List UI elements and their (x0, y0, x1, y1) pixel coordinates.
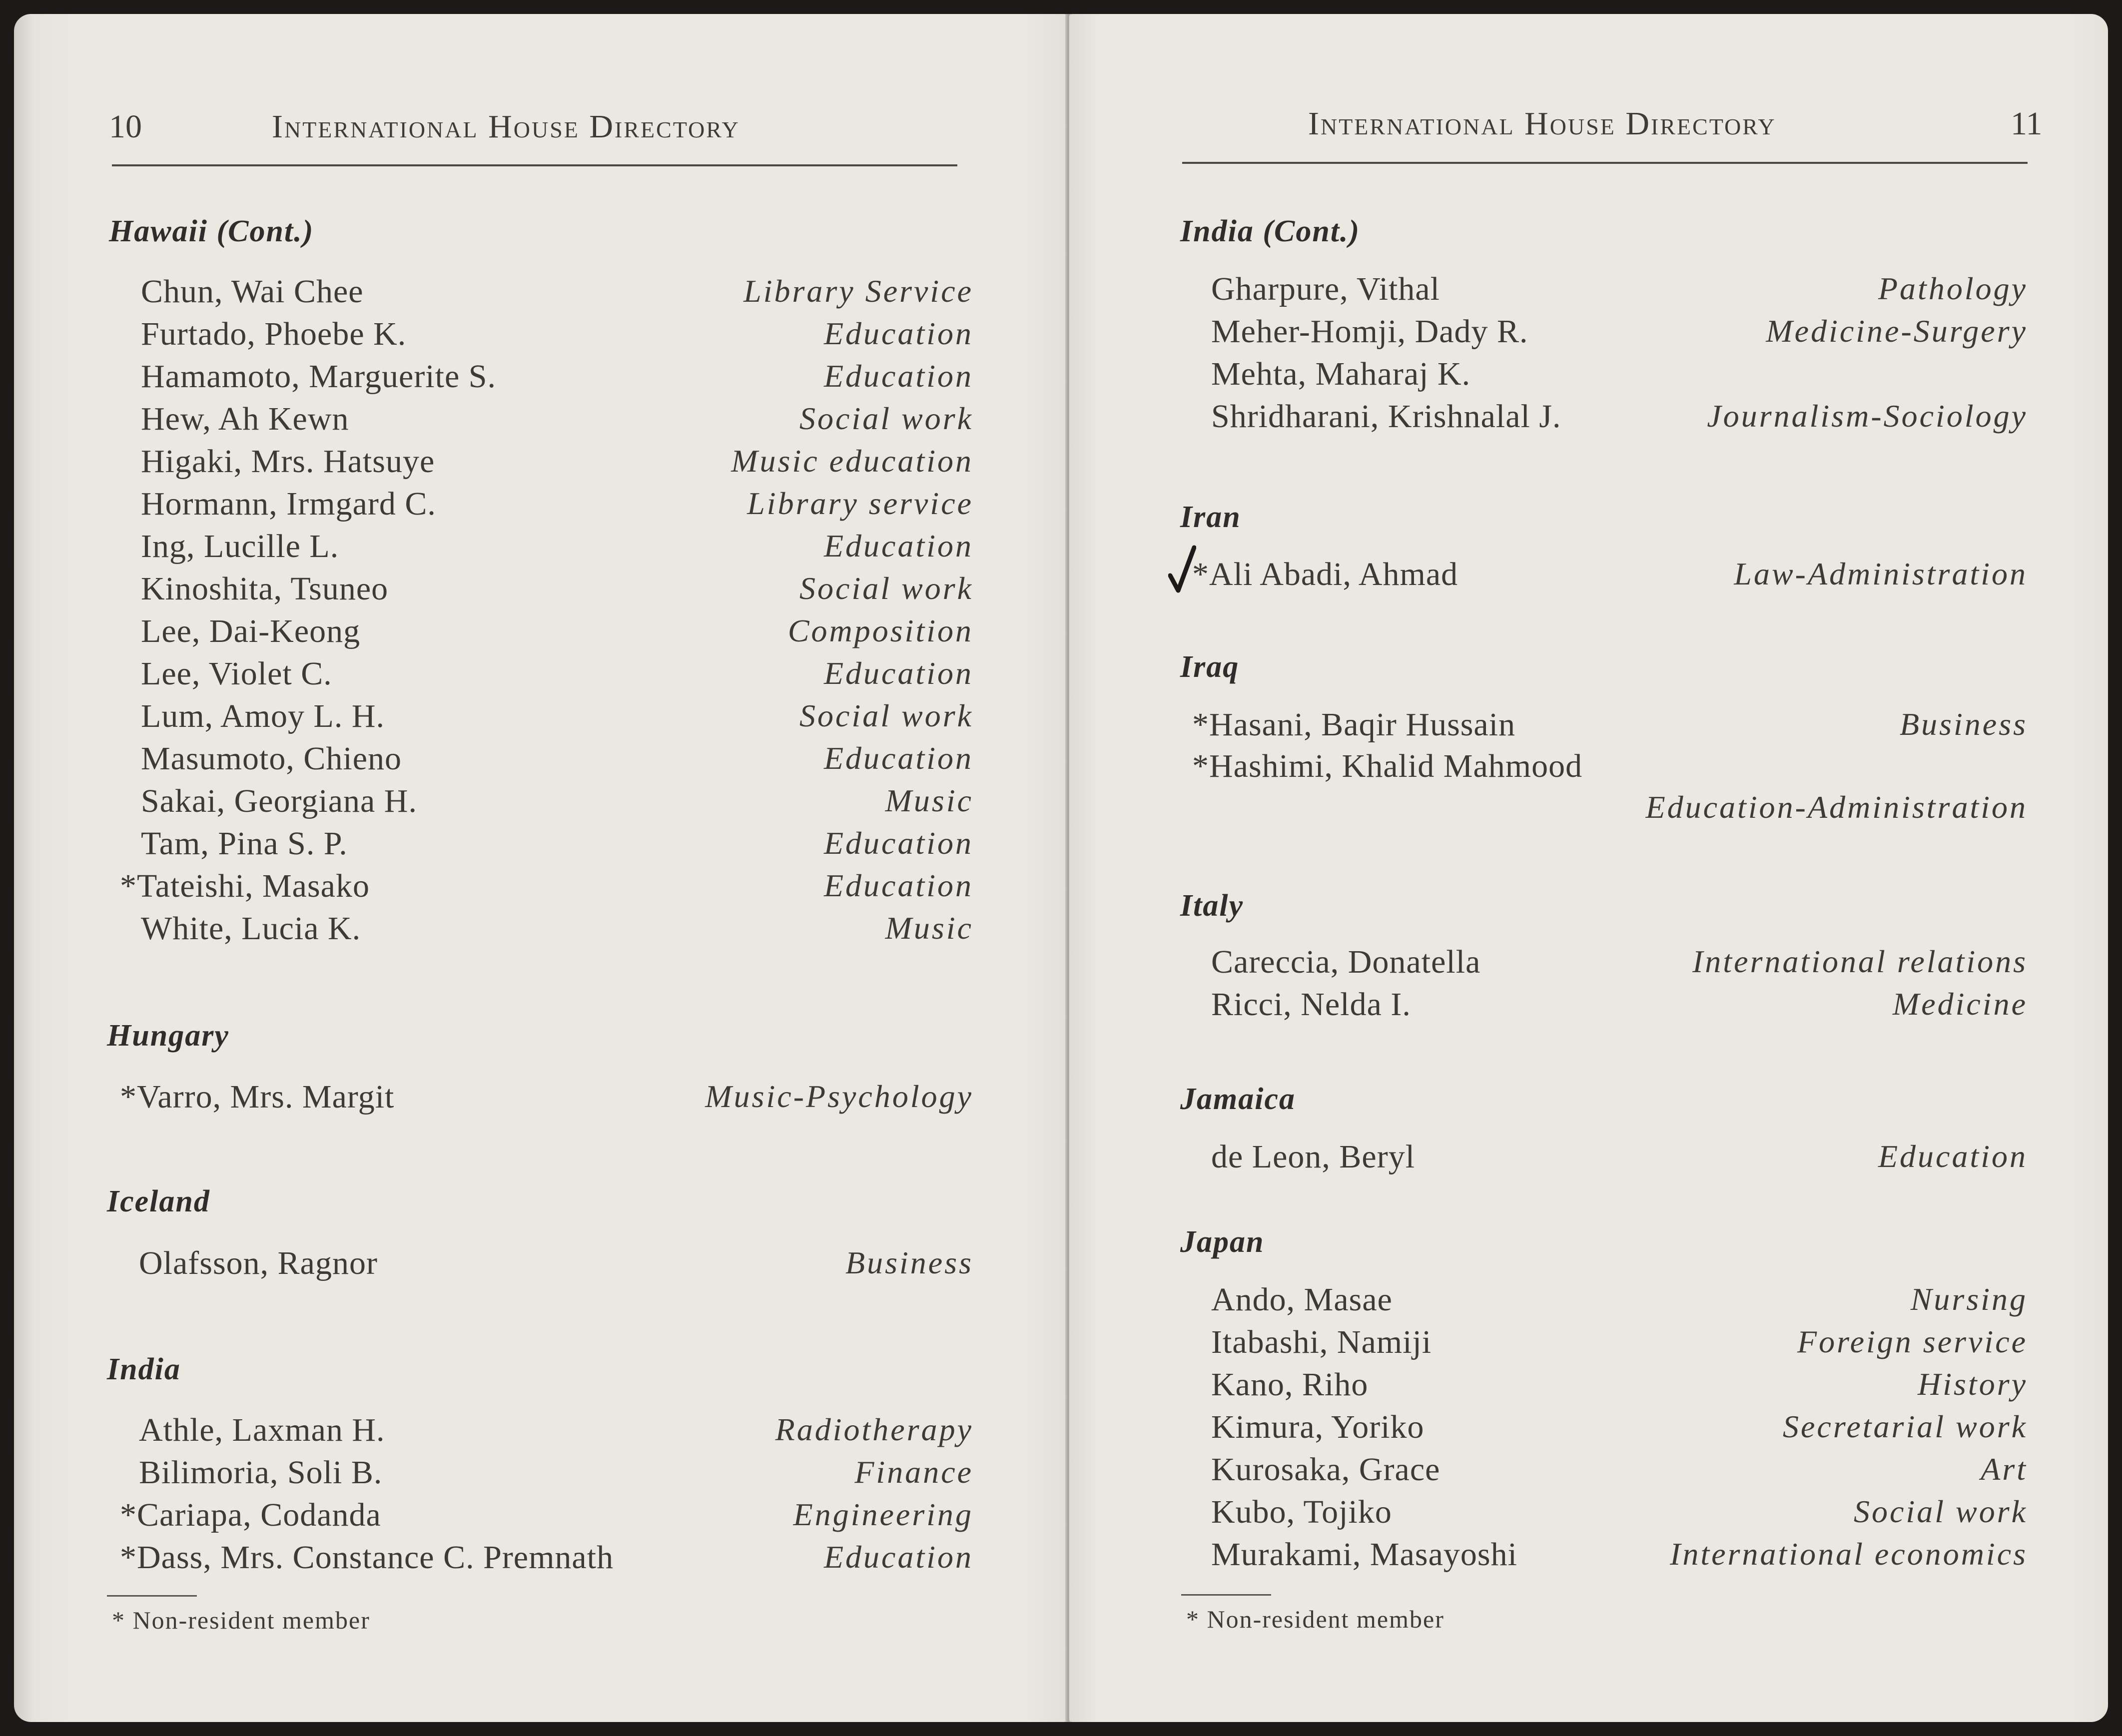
member-field: Education (823, 528, 973, 564)
section-heading: India (107, 1352, 181, 1386)
page-number: 11 (2011, 105, 2043, 142)
member-name: Murakami, Masayoshi (1211, 1536, 1517, 1573)
member-name: Kurosaka, Grace (1211, 1451, 1440, 1488)
member-name: *Hasani, Baqir Hussain (1192, 706, 1516, 743)
member-field: Composition (787, 613, 973, 648)
list-item (139, 1411, 973, 1453)
member-field: Education (823, 316, 973, 351)
list-item (1211, 1536, 2028, 1578)
member-name: Itabashi, Namiji (1211, 1324, 1432, 1360)
member-name: Shridharani, Krishnalal J. (1211, 398, 1561, 435)
member-field: Education (823, 740, 973, 776)
section-heading: Iran (1180, 500, 1241, 534)
section-heading: Italy (1180, 889, 1244, 923)
running-header: International House Directory (1308, 105, 1776, 142)
list-item (141, 485, 973, 527)
list-item (139, 1244, 973, 1286)
section-heading: Jamaica (1180, 1082, 1296, 1116)
member-field: Radiotherapy (775, 1412, 973, 1447)
list-item (141, 443, 973, 485)
list-item (1211, 270, 2028, 312)
member-field: History (1918, 1366, 2028, 1402)
list-item (120, 867, 973, 909)
footnote: * Non-resident member (112, 1606, 370, 1634)
member-field: Education (823, 358, 973, 394)
list-item (141, 740, 973, 782)
member-field: Business (845, 1245, 973, 1280)
member-field: Education (823, 825, 973, 861)
header-rule (1182, 162, 2028, 164)
member-field: Medicine (1892, 986, 2028, 1022)
footnote-rule (1181, 1594, 1271, 1596)
member-name: Lum, Amoy L. H. (141, 698, 385, 734)
member-name: *Tateishi, Masako (120, 868, 370, 904)
member-name: Tam, Pina S. P. (141, 825, 348, 862)
member-field: Business (1900, 706, 2028, 742)
member-field: International relations (1692, 944, 2028, 979)
member-name: Chun, Wai Chee (141, 273, 364, 310)
section-heading: Hungary (107, 1019, 229, 1053)
member-field: Education (823, 1539, 973, 1575)
list-item (1211, 1408, 2028, 1450)
section-heading: Japan (1180, 1225, 1265, 1259)
member-name: Ando, Masae (1211, 1281, 1393, 1318)
member-field: Journalism-Sociology (1707, 398, 2028, 434)
section-heading: Iraq (1180, 650, 1240, 684)
book-spread (14, 14, 2108, 1722)
list-item (1211, 355, 2028, 397)
member-name: Ricci, Nelda I. (1211, 986, 1411, 1023)
member-name: Higaki, Mrs. Hatsuye (141, 443, 435, 480)
list-item (1211, 398, 2028, 440)
section-heading: India (Cont.) (1180, 214, 1361, 248)
list-item (1211, 1281, 2028, 1323)
member-field: Music education (731, 443, 973, 479)
member-field: Engineering (793, 1497, 973, 1532)
list-item (141, 612, 973, 654)
member-field: Law-Administration (1734, 556, 2028, 591)
member-name: Athle, Laxman H. (139, 1412, 385, 1448)
list-item (1211, 1366, 2028, 1408)
list-item (139, 1454, 973, 1496)
header-rule (112, 164, 957, 166)
footnote: * Non-resident member (1186, 1605, 1444, 1633)
list-item (1211, 943, 2028, 985)
list-item (141, 570, 973, 612)
member-field: Music-Psychology (705, 1079, 973, 1114)
member-name: Lee, Dai-Keong (141, 613, 361, 649)
list-item (141, 315, 973, 357)
list-item (141, 528, 973, 570)
member-name: *Dass, Mrs. Constance C. Premnath (120, 1539, 614, 1576)
list-item (141, 655, 973, 697)
member-field: International economics (1670, 1536, 2028, 1572)
member-name: Lee, Violet C. (141, 655, 332, 692)
member-field: Social work (799, 698, 973, 733)
list-item (120, 1496, 973, 1538)
member-field: Education-Administration (1645, 789, 2028, 825)
list-item (1192, 556, 2028, 597)
member-name: White, Lucia K. (141, 910, 361, 947)
list-item (1211, 1323, 2028, 1365)
footnote-rule (107, 1595, 197, 1597)
member-name: Hormann, Irmgard C. (141, 486, 436, 522)
member-name: *Ali Abadi, Ahmad (1192, 556, 1458, 592)
list-item (1211, 1138, 2028, 1180)
member-name: de Leon, Beryl (1211, 1139, 1415, 1175)
list-item (120, 1078, 973, 1120)
member-field: Medicine-Surgery (1766, 313, 2028, 349)
list-item (141, 910, 973, 952)
list-item (141, 400, 973, 442)
member-name: Olafsson, Ragnor (139, 1245, 378, 1281)
member-field: Secretarial work (1783, 1409, 2028, 1444)
member-field: Education (1878, 1139, 2028, 1174)
list-item (141, 273, 973, 315)
member-field: Education (823, 655, 973, 691)
member-name: *Cariapa, Codanda (120, 1497, 381, 1533)
list-item (1192, 789, 2028, 831)
section-heading: Hawaii (Cont.) (109, 214, 314, 248)
member-name: Ing, Lucille L. (141, 528, 339, 565)
member-field: Finance (854, 1454, 973, 1490)
member-name: Kubo, Tojiko (1211, 1494, 1392, 1530)
member-field: Social work (799, 401, 973, 436)
list-item (141, 825, 973, 867)
list-item (141, 697, 973, 739)
list-item (1211, 313, 2028, 355)
member-name: Kano, Riho (1211, 1366, 1369, 1403)
member-field: Education (823, 868, 973, 903)
member-name: Meher-Homji, Dady R. (1211, 313, 1528, 350)
left-page (14, 14, 1067, 1722)
list-item (1211, 1451, 2028, 1493)
member-field: Library service (747, 486, 973, 521)
member-field: Foreign service (1797, 1324, 2028, 1359)
member-field: Library Service (743, 273, 973, 309)
member-name: Mehta, Maharaj K. (1211, 356, 1471, 392)
member-name: *Hashimi, Khalid Mahmood (1192, 748, 1583, 784)
member-name: Hew, Ah Kewn (141, 401, 349, 437)
page-number: 10 (109, 108, 142, 145)
section-heading: Iceland (107, 1184, 210, 1218)
member-field: Music (885, 783, 973, 818)
list-item (120, 1539, 973, 1581)
list-item (1211, 1493, 2028, 1535)
member-name: Kinoshita, Tsuneo (141, 571, 389, 607)
member-name: Careccia, Donatella (1211, 944, 1481, 980)
right-page (1069, 14, 2108, 1722)
member-name: Sakai, Georgiana H. (141, 783, 417, 819)
member-name: *Varro, Mrs. Margit (120, 1079, 395, 1115)
member-field: Art (1981, 1451, 2028, 1487)
list-item (1192, 706, 2028, 748)
list-item (1192, 747, 2028, 789)
list-item (141, 358, 973, 400)
member-field: Pathology (1878, 271, 2028, 306)
member-name: Hamamoto, Marguerite S. (141, 358, 496, 395)
member-name: Kimura, Yoriko (1211, 1409, 1424, 1445)
member-field: Nursing (1910, 1281, 2028, 1317)
member-name: Gharpure, Vithal (1211, 271, 1440, 307)
member-name: Furtado, Phoebe K. (141, 316, 407, 352)
member-name: Bilimoria, Soli B. (139, 1454, 383, 1491)
list-item (141, 782, 973, 824)
member-name: Masumoto, Chieno (141, 740, 402, 777)
member-field: Social work (799, 571, 973, 606)
running-header: International House Directory (272, 108, 740, 145)
list-item (1211, 986, 2028, 1028)
member-field: Social work (1854, 1494, 2028, 1529)
member-field: Music (885, 910, 973, 946)
